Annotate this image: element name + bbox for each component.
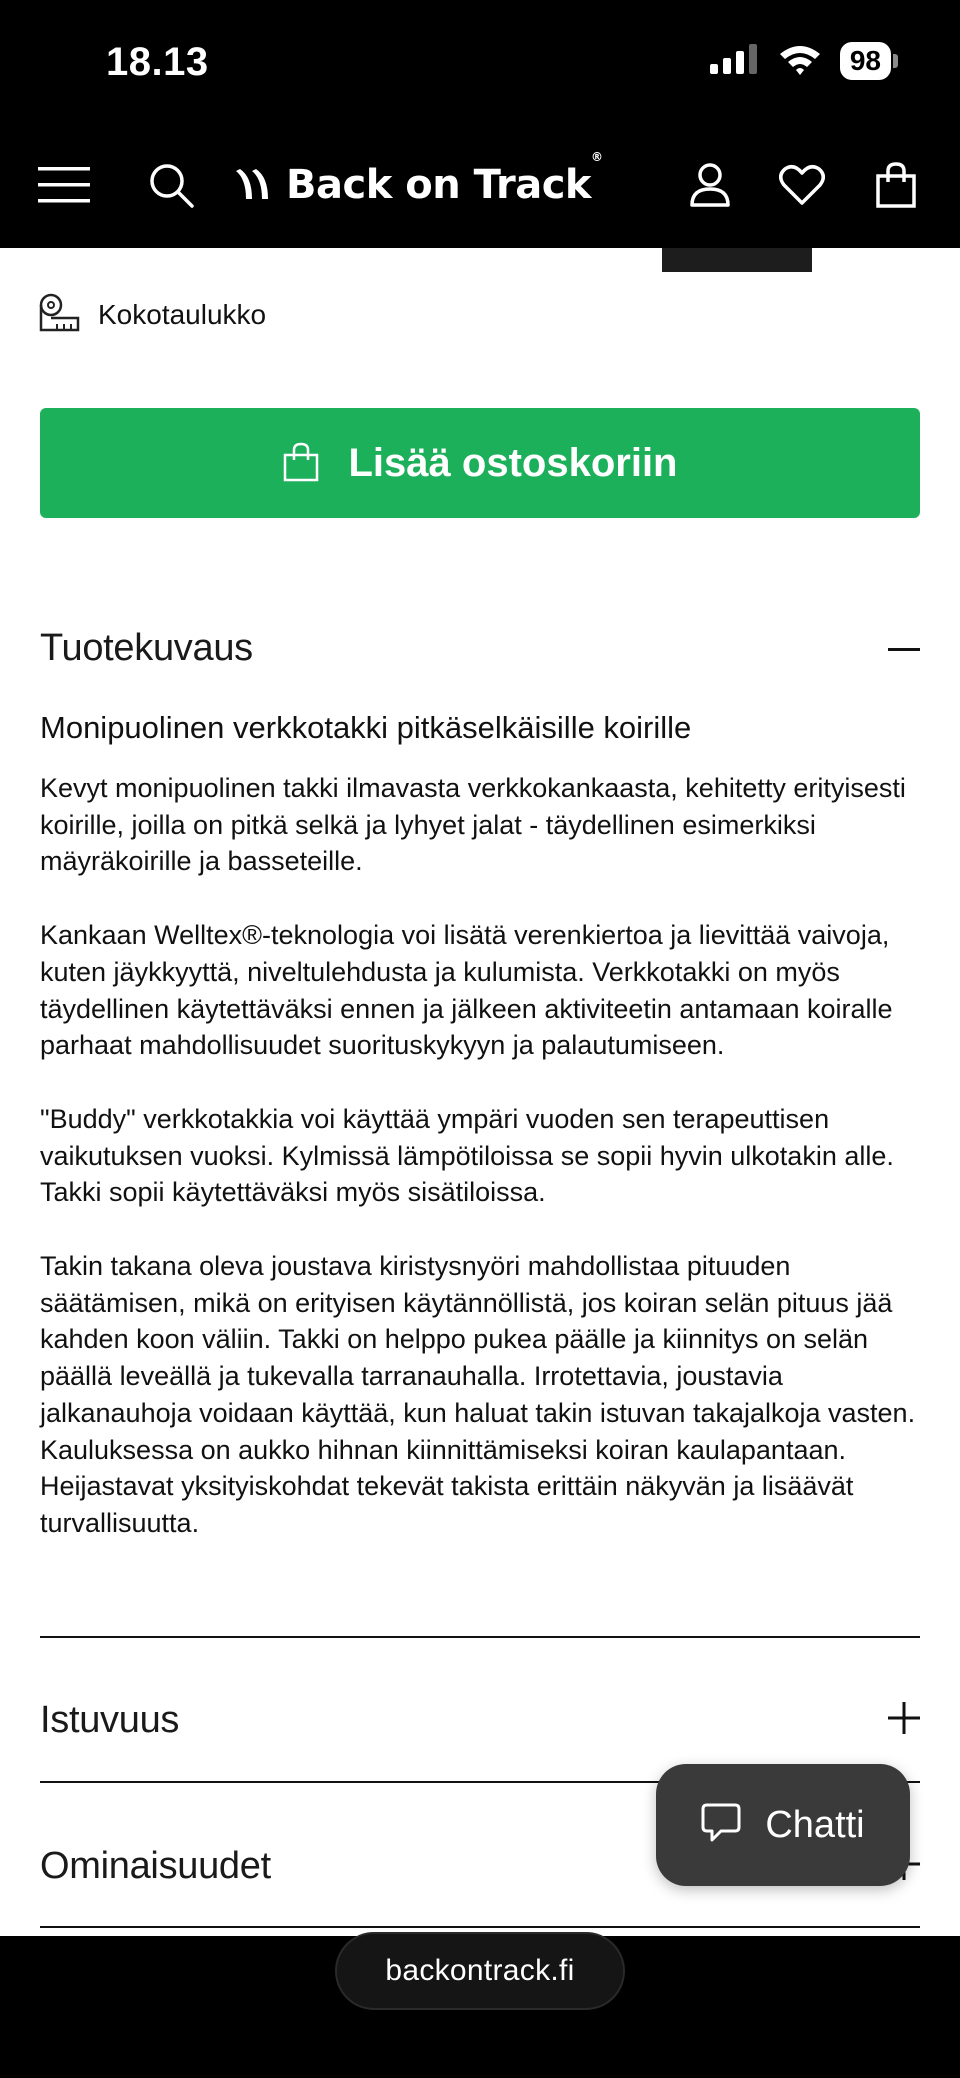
- shopping-bag-icon: [283, 442, 319, 485]
- measuring-tape-icon: [38, 292, 80, 339]
- header-tab-indicator: [662, 248, 812, 272]
- battery-tip: [893, 54, 898, 68]
- brand-logo[interactable]: [232, 150, 603, 220]
- accordion-fit-title: Istuvuus: [40, 1698, 180, 1741]
- status-time: 18.13: [106, 40, 209, 84]
- status-icons: [710, 42, 898, 80]
- search-icon[interactable]: [146, 150, 196, 220]
- size-chart-label: Kokotaulukko: [98, 299, 267, 330]
- top-bar: [0, 0, 960, 248]
- description-heading: Monipuolinen verkkotakki pitkäselkäisille koirille: [40, 710, 692, 745]
- description-paragraph: Kankaan Welltex®-teknologia voi lisätä verenkiertoa ja lievittää vaivoja, kuten jäykkyyttä, niveltulehdusta ja kulumista. Verkkotakki on myös täydellinen käytettäväksi ennen ja jälkeen aktiviteetin antamaan koiralle parhaat mahdollisuudet suorituskykyyn ja palautumiseen.: [40, 920, 893, 1061]
- wifi-icon: [778, 43, 822, 80]
- accordion-description-title: Tuotekuvaus: [40, 626, 253, 669]
- description-paragraph: "Buddy" verkkotakkia voi käyttää ympäri vuoden sen terapeuttisen vaikutuksen vuoksi. Kylmissä lämpötiloissa se sopii hyvin ulkotakin alle. Takki sopii käytettäväksi myös sisätiloissa.: [40, 1103, 894, 1208]
- accordion-features-title: Ominaisuudet: [40, 1844, 271, 1887]
- logo-text: Back on Track®: [286, 150, 603, 208]
- battery-icon: [840, 42, 898, 80]
- address-bar-url: backontrack.fi: [385, 1954, 575, 1987]
- description-paragraph: Takin takana oleva joustava kiristysnyöri mahdollistaa pituuden säätämisen, mikä on erityisen käytännöllistä, jos koiran selän pituus jää kahden koon väliin. Takki on helppo pukea päälle ja kiinnitys on selän päällä leveällä ja tukevalla tarranauhalla. Irrotettavia, joustavia jalkanauhoja voidaan käyttää, kun haluat takin istuvan takajalkoja vasten. Kauluksessa on aukko hihnan kiinnittämiseksi koiran kaulapantaan. Heijastavat yksityiskohdat tekevät takista erittäin näkyvän ja lisäävät turvallisuutta.: [40, 1251, 916, 1538]
- divider: [40, 1636, 920, 1638]
- battery-level: 98: [840, 42, 891, 80]
- logo-mark-icon: [232, 167, 278, 203]
- plus-icon[interactable]: [888, 1702, 920, 1739]
- accordion-fit-header[interactable]: [40, 1692, 920, 1748]
- add-to-cart-button[interactable]: [40, 408, 920, 518]
- description-paragraph: Kevyt monipuolinen takki ilmavasta verkkokankaasta, kehitetty erityisesti koirille, joilla on pitkä selkä ja lyhyet jalat - täydellinen esimerkiksi mäyräkoirille ja basseteille.: [40, 773, 906, 877]
- menu-icon[interactable]: [38, 150, 90, 220]
- size-chart-link[interactable]: [38, 290, 266, 340]
- chat-bubble-icon: [701, 1802, 741, 1849]
- shopping-bag-icon[interactable]: [874, 150, 918, 220]
- signal-icon: [710, 44, 760, 79]
- chat-button[interactable]: [656, 1764, 910, 1886]
- add-to-cart-label: Lisää ostoskoriin: [348, 440, 678, 485]
- account-icon[interactable]: [688, 150, 732, 220]
- accordion-description-header[interactable]: [40, 620, 920, 676]
- wishlist-heart-icon[interactable]: [778, 150, 826, 220]
- chat-label: Chatti: [765, 1803, 865, 1846]
- address-bar[interactable]: [335, 1932, 625, 2010]
- minus-icon[interactable]: [888, 639, 920, 657]
- divider: [40, 1926, 920, 1928]
- product-description: [40, 706, 920, 1579]
